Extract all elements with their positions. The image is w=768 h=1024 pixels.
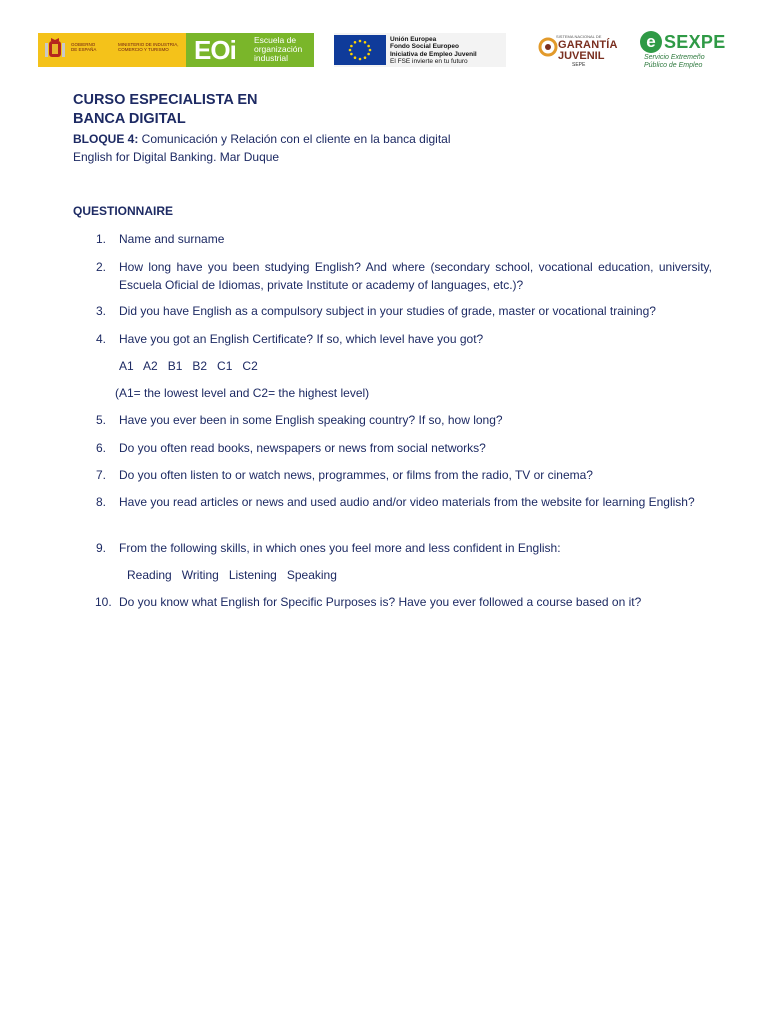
question-6: [96, 439, 712, 457]
sexpe-e-icon: e: [640, 31, 662, 53]
question-text: From the following skills, in which ones you feel more and less confident in English:: [119, 541, 561, 555]
question-4: [96, 330, 712, 348]
ministry-label: MINISTERIO DE INDUSTRIA, COMERCIO Y TURISMO: [118, 42, 179, 52]
course-title-line2: BANCA DIGITAL: [73, 111, 186, 127]
question-9: [96, 539, 712, 557]
garantia-juvenil-logo: [536, 30, 618, 70]
eu-line1: Unión Europea: [390, 36, 437, 43]
sexpe-tag2: Público de Empleo: [644, 62, 703, 69]
eu-line4: El FSE invierte en tu futuro: [390, 58, 468, 66]
eu-flag-icon: [334, 35, 386, 65]
course-subtitle: English for Digital Banking. Mar Duque: [73, 150, 280, 164]
question-number: 4.: [96, 332, 107, 346]
skill-options: Reading Writing Listening Speaking: [127, 568, 337, 582]
level-options: A1 A2 B1 B2 C1 C2: [119, 359, 258, 373]
eoi-text: Escuela de organización industrial: [254, 35, 303, 63]
eu-line3: Iniciativa de Empleo Juvenil: [390, 50, 477, 58]
block-subtitle: [73, 132, 451, 147]
spain-crest-icon: [44, 37, 66, 63]
sexpe-name: SEXPE: [664, 32, 726, 52]
eoi-mark: EOi: [194, 35, 236, 65]
question-number: 8.: [96, 495, 107, 509]
gj-line1: GARANTÍA: [558, 39, 618, 51]
sexpe-logo: [640, 31, 734, 71]
course-title: [73, 91, 258, 129]
question-text: Have you ever been in some English speaking country? If so, how long?: [119, 413, 503, 427]
question-text: Have you read articles or news and used audio and/or video materials from the website for learning English?: [119, 495, 695, 509]
eoi-logo: [186, 33, 314, 67]
sexpe-tag1: Servicio Extremeño: [644, 54, 705, 61]
logo-strip: [0, 30, 768, 70]
eu-text: [390, 36, 477, 66]
question-text: Do you know what English for Specific Purposes is? Have you ever followed a course based on it?: [119, 595, 642, 609]
question-text: Did you have English as a compulsory subject in your studies of grade, master or vocational training?: [119, 304, 656, 318]
eu-line2: Fondo Social Europeo: [390, 43, 459, 51]
question-number: 2.: [96, 260, 107, 274]
course-title-line1: CURSO ESPECIALISTA EN: [73, 92, 258, 108]
question-text: How long have you been studying English? And where (secondary school, vocational education, university, Escuela Oficial de Idiomas, private Institute or academy of languages, etc.)?: [119, 260, 712, 292]
question-number: 3.: [96, 304, 107, 318]
question-number: 10.: [95, 595, 112, 609]
level-note: (A1= the lowest level and C2= the highest level): [115, 386, 370, 400]
gobierno-logo: [38, 33, 186, 67]
question-number: 7.: [96, 468, 107, 482]
questionnaire-heading: QUESTIONNAIRE: [73, 204, 174, 218]
question-3: [96, 302, 712, 320]
question-number: 1.: [96, 232, 107, 246]
question-5: [96, 411, 712, 429]
question-number: 9.: [96, 541, 107, 555]
block-text: Comunicación y Relación con el cliente en la banca digital: [138, 132, 451, 146]
question-text: Do you often read books, newspapers or news from social networks?: [119, 441, 486, 455]
block-label: BLOQUE 4:: [73, 132, 139, 146]
sexpe-tagline: [644, 54, 705, 70]
question-10: [96, 593, 712, 611]
question-1: [96, 230, 712, 248]
question-8: [96, 493, 712, 511]
question-number: 5.: [96, 413, 107, 427]
question-2: [96, 258, 712, 294]
eu-logo: [334, 33, 506, 67]
question-text: Have you got an English Certificate? If so, which level have you got?: [119, 332, 484, 346]
question-text: Do you often listen to or watch news, programmes, or films from the radio, TV or cinema?: [119, 468, 593, 482]
garantia-ring-icon: [538, 34, 558, 60]
gov-label: GOBIERNO DE ESPAÑA: [71, 42, 97, 52]
gj-top: SISTEMA NACIONAL DE: [556, 34, 602, 39]
question-7: [96, 466, 712, 484]
gj-bottom: SEPE: [572, 62, 586, 68]
gj-line2: JUVENIL: [558, 50, 605, 62]
question-number: 6.: [96, 441, 107, 455]
question-text: Name and surname: [119, 232, 225, 246]
